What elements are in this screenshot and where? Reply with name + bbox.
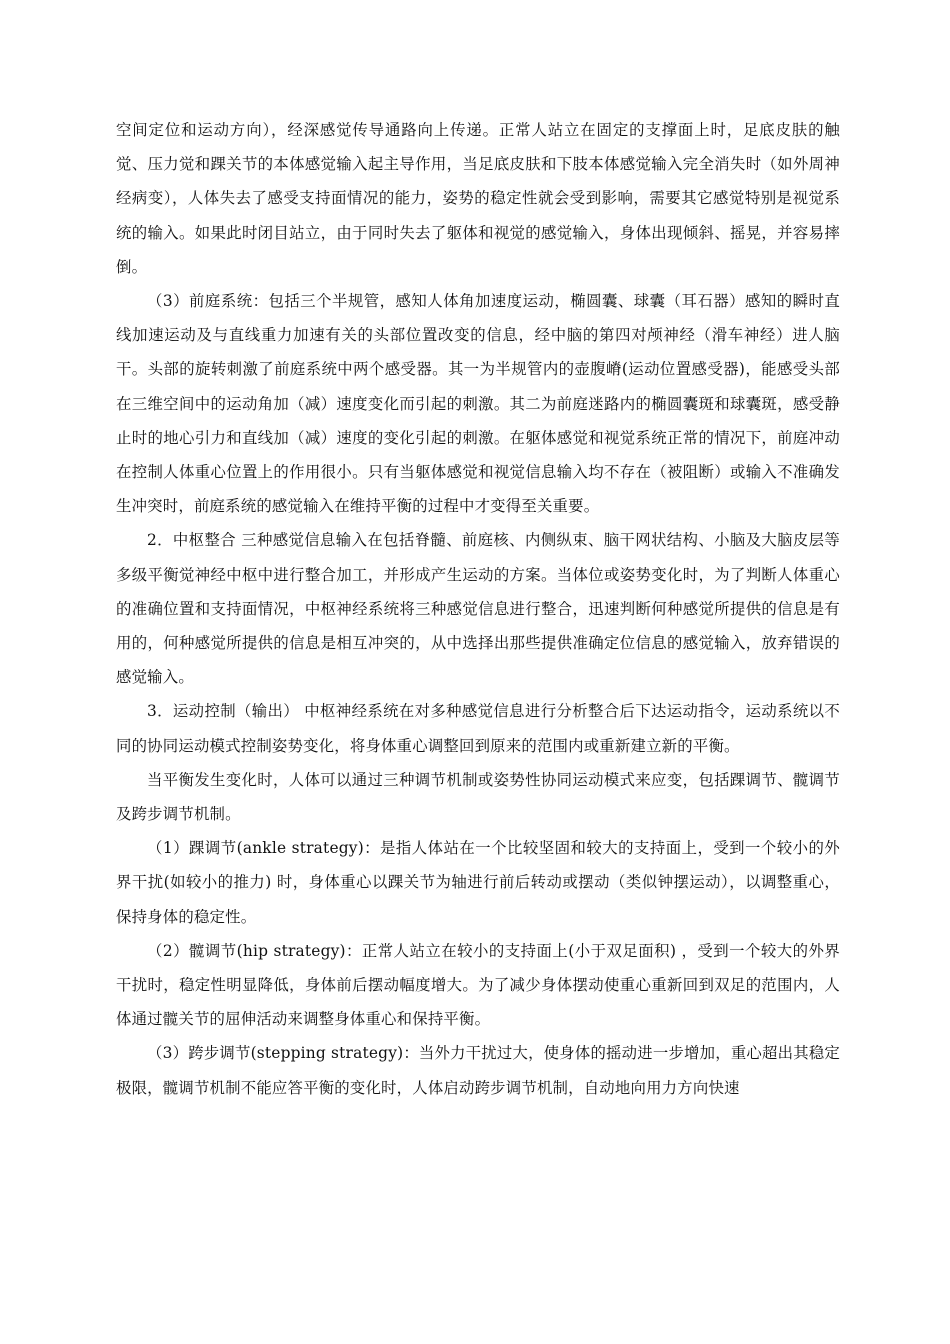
paragraph-hip-strategy: （2）髋调节(hip strategy)：正常人站立在较小的支持面上(小于双足面积) ，受到一个较大的外界干扰时，稳定性明显降低，身体前后摆动幅度增大。为了减少身体摆动使重心重新回到双足的范围内，人体通过髋关节的屈伸活动来调整身体重心和保持平衡。: [116, 941, 840, 1029]
paragraph-motor-control: 3．运动控制（输出） 中枢神经系统在对多种感觉信息进行分析整合后下达运动指令，运动系统以不同的协同运动模式控制姿势变化，将身体重心调整回到原来的范围内或重新建立新的平衡。: [116, 702, 840, 755]
paragraph-continued: 空间定位和运动方向），经深感觉传导通路向上传递。正常人站立在固定的支撑面上时，足底皮肤的触觉、压力觉和踝关节的本体感觉输入起主导作用，当足底皮肤和下肢本体感觉输入完全消失时（如外周神经病变），人体失去了感受支持面情况的能力，姿势的稳定性就会受到影响，需要其它感觉特别是视觉系统的输入。如果此时闭目站立，由于同时失去了躯体和视觉的感觉输入，身体出现倾斜、摇晃，并容易摔倒。: [116, 121, 840, 276]
paragraph-stepping-strategy: （3）跨步调节(stepping strategy)：当外力干扰过大，使身体的摇动进一步增加，重心超出其稳定极限，髋调节机制不能应答平衡的变化时，人体启动跨步调节机制，自动地向用力方向快速: [116, 1044, 840, 1097]
document-page: [116, 113, 840, 1105]
paragraph-strategies-intro: 当平衡发生变化时，人体可以通过三种调节机制或姿势性协同运动模式来应变，包括踝调节、髋调节及跨步调节机制。: [116, 770, 840, 824]
paragraph-ankle-strategy: （1）踝调节(ankle strategy)：是指人体站在一个比较坚固和较大的支持面上，受到一个较小的外界干扰(如较小的推力) 时，身体重心以踝关节为轴进行前后转动或摆动（类似钟摆运动），以调整重心，保持身体的稳定性。: [116, 839, 840, 926]
paragraph-central-integration: 2．中枢整合 三种感觉信息输入在包括脊髓、前庭核、内侧纵束、脑干网状结构、小脑及大脑皮层等多级平衡觉神经中枢中进行整合加工，并形成产生运动的方案。当体位或姿势变化时，为了判断人体重心的准确位置和支持面情况，中枢神经系统将三种感觉信息进行整合，迅速判断何种感觉所提供的信息是有用的，何种感觉所提供的信息是相互冲突的，从中选择出那些提供准确定位信息的感觉输入，放弃错误的感觉输入。: [116, 531, 840, 687]
paragraph-vestibular-system: （3）前庭系统：包括三个半规管，感知人体角加速度运动，椭圆囊、球囊（耳石器）感知的瞬时直线加速运动及与直线重力加速有关的头部位置改变的信息，经中脑的第四对颅神经（滑车神经）进人脑干。头部的旋转刺激了前庭系统中两个感受器。其一为半规管内的壶腹嵴(运动位置感受器)，能感受头部在三维空间中的运动角加（减）速度变化而引起的刺激。其二为前庭迷路内的椭圆囊斑和球囊斑，感受静止时的地心引力和直线加（减）速度的变化引起的刺激。在躯体感觉和视觉系统正常的情况下，前庭冲动在控制人体重心位置上的作用很小。只有当躯体感觉和视觉信息输入均不存在（被阻断）或输入不准确发生冲突时，前庭系统的感觉输入在维持平衡的过程中才变得至关重要。: [116, 292, 840, 516]
